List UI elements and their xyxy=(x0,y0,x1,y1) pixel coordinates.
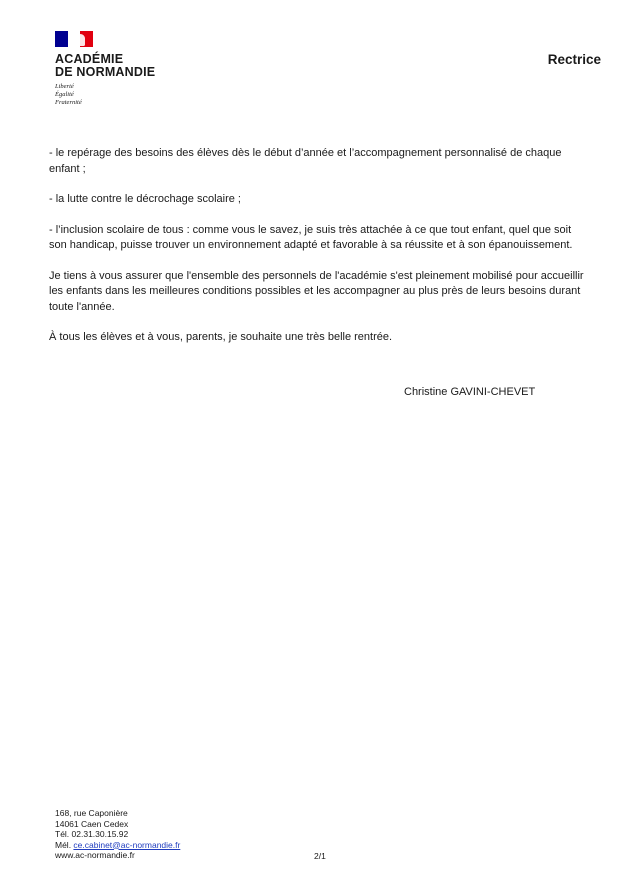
paragraph-decrochage: - la lutte contre le décrochage scolaire ; xyxy=(49,193,241,205)
footer-phone: Tél. 02.31.30.15.92 xyxy=(55,829,129,839)
footer-address-city: 14061 Caen Cedex xyxy=(55,818,129,829)
institution-name-line2: DE NORMANDIE xyxy=(55,65,156,79)
institution-name xyxy=(55,53,155,79)
motto-egalite: Égalité xyxy=(55,91,74,98)
signature: Christine GAVINI-CHEVET xyxy=(404,386,536,398)
letter-body xyxy=(49,146,589,346)
paragraph-besoins: - le repérage des besoins des élèves dès le début d’année et l’accompagnement personnalisé de chaque enfant ; xyxy=(49,147,562,175)
republic-motto xyxy=(55,83,155,107)
motto-fraternite: Fraternité xyxy=(55,99,82,106)
footer-contact xyxy=(55,808,180,861)
footer-mail-link[interactable]: ce.cabinet@ac-normandie.fr xyxy=(73,839,181,850)
footer-mail xyxy=(55,840,180,851)
academy-logo xyxy=(55,31,155,107)
footer-address-street: 168, rue Caponière xyxy=(55,808,128,818)
sender-role: Rectrice xyxy=(547,52,601,67)
institution-name-line1: ACADÉMIE xyxy=(55,52,124,66)
paragraph-personnels: Je tiens à vous assurer que l'ensemble des personnels de l'académie s'est pleinement mobilisé pour accueillir les enfants dans les meilleures conditions possibles et les accompagner au plus près de leurs besoins durant toute l'année. xyxy=(49,269,584,313)
footer-mail-label: Mél. xyxy=(55,839,74,850)
footer-website: www.ac-normandie.fr xyxy=(55,850,135,860)
paragraph-rentree: À tous les élèves et à vous, parents, je souhaite une très belle rentrée. xyxy=(49,331,393,343)
paragraph-inclusion: - l’inclusion scolaire de tous : comme vous le savez, je suis très attachée à ce que tout enfant, quel que soit son handicap, puisse trouver un environnement adapté et favorable à sa réussite et à son épanouissement. xyxy=(49,223,573,251)
republic-flag-icon xyxy=(55,31,93,47)
page-number: 2/1 xyxy=(314,851,326,861)
motto-liberte: Liberté xyxy=(55,83,74,90)
